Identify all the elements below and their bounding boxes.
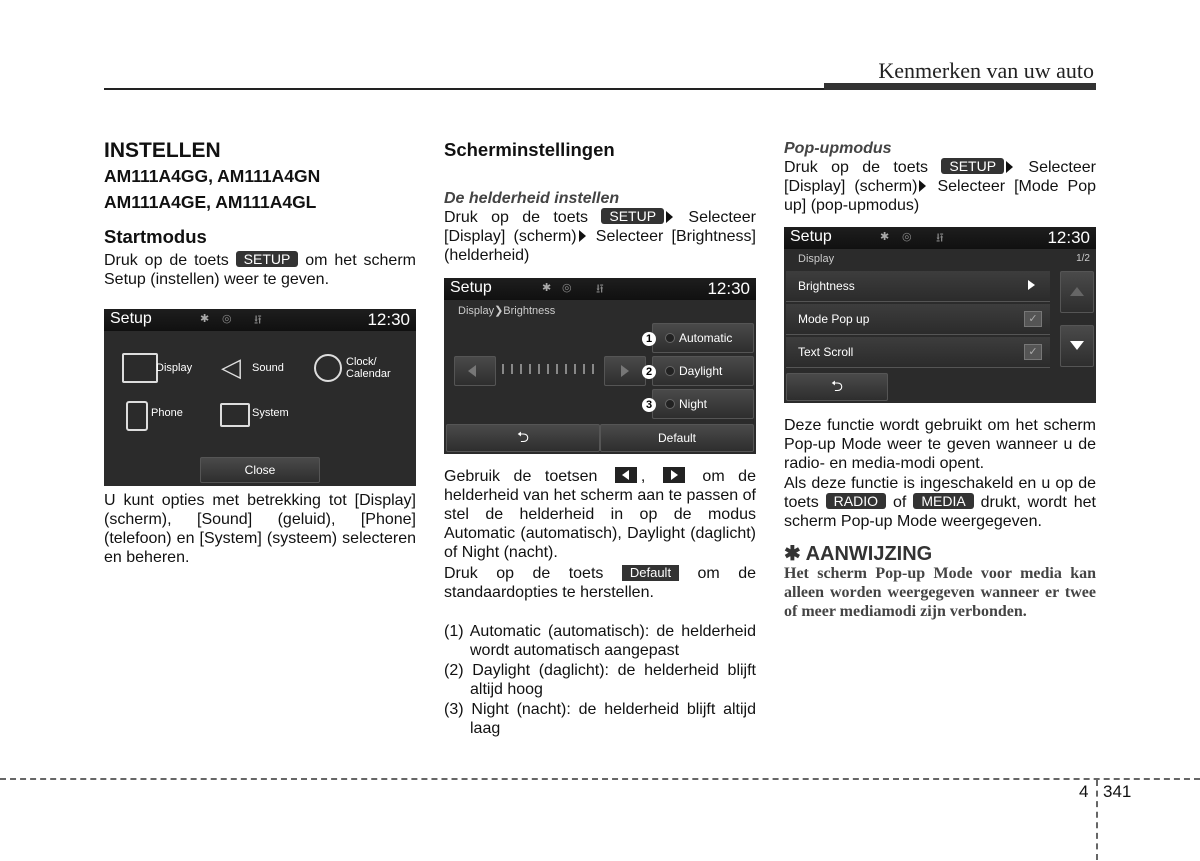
column-3: [784, 139, 1096, 215]
brightness-list: [444, 622, 756, 738]
option-label: Daylight: [679, 364, 723, 378]
brightness-up-button[interactable]: [604, 356, 646, 386]
header-bar: [824, 83, 1096, 90]
menu-display[interactable]: Display: [156, 362, 193, 374]
default-text: [444, 564, 756, 602]
clock-time: 12:30: [367, 310, 410, 329]
arrow-icon: [1006, 161, 1013, 173]
option-daylight[interactable]: [652, 356, 754, 386]
radio-key-badge: RADIO: [826, 493, 886, 509]
disc-icon: ◎: [222, 313, 232, 325]
text: Druk op de toets: [784, 159, 929, 176]
startmodus-text: [104, 251, 416, 289]
text: Selecteer [Mode Pop up] (pop-upmodus): [784, 178, 1096, 214]
disc-icon: ◎: [902, 231, 912, 243]
scroll-up-button[interactable]: [1060, 271, 1094, 313]
options-text: U kunt opties met betrekking tot [Display] (scherm), [Sound] (geluid), [Phone] (telefoon) en [System] (systeem) selecteren en beheren.: [104, 492, 416, 566]
left-arrow-icon: [468, 365, 476, 377]
row-label: Text Scroll: [798, 345, 854, 359]
back-button[interactable]: ⮌: [446, 424, 600, 452]
usb-icon: ⭿: [596, 282, 604, 296]
default-button[interactable]: Default: [600, 424, 754, 452]
status-bar: [104, 309, 416, 331]
pager: 1/2: [1076, 253, 1090, 264]
helderheid-instructions: [444, 208, 756, 265]
text: Druk op de toets: [444, 565, 604, 582]
status-bar: [444, 278, 756, 300]
text: of: [893, 494, 907, 511]
text: Gebruik de toetsen: [444, 468, 598, 485]
chevron-right-icon: [1028, 280, 1035, 290]
section-heading: INSTELLEN: [104, 139, 221, 162]
close-button[interactable]: Close: [200, 457, 320, 483]
row-label: Brightness: [798, 279, 855, 293]
note-heading: ✱ AANWIJZING: [784, 543, 933, 565]
column-3-body: [784, 416, 1096, 621]
screen-title: Setup: [450, 279, 492, 296]
chapter-number: 4: [1079, 782, 1089, 801]
clock-time: 12:30: [707, 279, 750, 298]
text: Selecteer [Brightness] (helderheid): [444, 228, 756, 264]
page-number: 341: [1103, 782, 1132, 801]
row-mode-pop-up[interactable]: [786, 304, 1050, 335]
header-rule: [104, 88, 824, 90]
footer-rule: [0, 778, 1200, 780]
subheading-helderheid: De helderheid instellen: [444, 190, 620, 207]
models-line-2: AM111A4GE, AM111A4GL: [104, 192, 317, 212]
list-item: (3) Night (nacht): de helderheid blijft altijd laag: [444, 701, 756, 737]
menu-sound[interactable]: Sound: [252, 362, 284, 374]
arrow-icon: [579, 230, 586, 242]
phone-icon: [126, 401, 148, 431]
note-body: Het scherm Pop-up Mode voor media kan alleen worden weergegeven wanneer er twee of meer mediamodi zijn verbonden.: [784, 565, 1096, 620]
option-night[interactable]: [652, 389, 754, 419]
text: Selecteer [Display] (scherm): [784, 159, 1096, 195]
option-label: Night: [679, 397, 708, 411]
arrow-icon: [919, 180, 926, 192]
row-brightness[interactable]: [786, 271, 1050, 302]
screen-title: Setup: [110, 310, 152, 327]
right-arrow-icon: [621, 365, 629, 377]
text: om de standaardopties te herstellen.: [444, 565, 756, 601]
menu-system[interactable]: System: [252, 407, 289, 419]
text: Druk op de toets: [444, 209, 589, 226]
section-heading-scherm: Scherminstellingen: [444, 139, 615, 160]
list-item: (2) Daylight (daglicht): de helderheid blijft altijd hoog: [444, 662, 756, 698]
text: Als deze functie is ingeschakeld en u op de toets: [784, 475, 1096, 511]
models-line-1: AM111A4GG, AM111A4GN: [104, 166, 321, 186]
section-label: Display: [798, 253, 835, 265]
footer-divider: [1096, 780, 1098, 860]
scroll-down-button[interactable]: [1060, 325, 1094, 367]
column-2-body: [444, 467, 756, 739]
back-button[interactable]: ⮌: [786, 373, 888, 401]
clock-icon: [314, 354, 342, 382]
callout-2: 2: [642, 365, 656, 379]
breadcrumb: Display❯Brightness: [458, 305, 556, 317]
row-label: Mode Pop up: [798, 312, 870, 326]
setup-key-badge: SETUP: [941, 158, 1004, 174]
column-1: [104, 139, 416, 289]
screen-title: Setup: [790, 228, 832, 245]
callout-3: 3: [642, 398, 656, 412]
status-bar: [784, 227, 1096, 249]
text: drukt, wordt het scherm Pop-up Mode weergegeven.: [784, 494, 1096, 530]
text: om het scherm Setup (instellen) weer te geven.: [104, 252, 416, 288]
setup-key-badge: SETUP: [601, 208, 664, 224]
bluetooth-icon: ✱: [542, 282, 552, 294]
right-key-icon: [663, 467, 685, 483]
media-key-badge: MEDIA: [913, 493, 973, 509]
brightness-down-button[interactable]: [454, 356, 496, 386]
disc-icon: ◎: [562, 282, 572, 294]
subheading-popup: Pop-upmodus: [784, 140, 892, 157]
popup-instructions: [784, 158, 1096, 215]
subheading-startmodus: Startmodus: [104, 226, 207, 247]
bluetooth-icon: ✱: [200, 313, 210, 325]
menu-clock-calendar[interactable]: Clock/ Calendar: [346, 356, 391, 380]
callout-1: 1: [642, 332, 656, 346]
setup-key-badge: SETUP: [236, 251, 299, 267]
usb-icon: ⭿: [936, 231, 944, 245]
list-item: (1) Automatic (automatisch): de helderheid wordt automatisch aangepast: [444, 623, 756, 659]
up-arrow-icon: [1070, 287, 1084, 296]
arrow-icon: [666, 211, 673, 223]
display-settings-screen: [784, 227, 1096, 403]
usb-icon: ⭿: [254, 313, 262, 327]
setup-screen-home: [104, 309, 416, 486]
running-header: Kenmerken van uw auto: [878, 58, 1094, 83]
brightness-adjust-text: [444, 467, 756, 562]
checkbox-icon[interactable]: ✓: [1024, 344, 1042, 360]
column-2: [444, 139, 756, 265]
brightness-slider[interactable]: [502, 364, 598, 374]
text: Selecteer [Display] (scherm): [444, 209, 756, 245]
bluetooth-icon: ✱: [880, 231, 890, 243]
option-automatic[interactable]: [652, 323, 754, 353]
speaker-icon: ◁: [221, 352, 241, 382]
left-key-icon: [615, 467, 637, 483]
down-arrow-icon: [1070, 341, 1084, 350]
clock-time: 12:30: [1047, 228, 1090, 247]
brightness-screen: [444, 278, 756, 454]
popup-activation-text: [784, 474, 1096, 531]
popup-description: Deze functie wordt gebruikt om het scherm Pop-up Mode weer te geven wanneer u de radio- en media-modi opent.: [784, 417, 1096, 472]
text: om de helderheid van het scherm aan te passen of stel de helderheid in op de modus Automatic (automatisch), Daylight (daglicht) of Night (nacht).: [444, 468, 756, 561]
checkbox-icon[interactable]: ✓: [1024, 311, 1042, 327]
row-text-scroll[interactable]: [786, 337, 1050, 368]
system-gear-icon: [220, 403, 250, 427]
option-label: Automatic: [679, 331, 733, 345]
text: ,: [640, 468, 646, 485]
display-icon: [122, 353, 158, 383]
text: Druk op de toets: [104, 252, 229, 269]
menu-phone[interactable]: Phone: [151, 407, 183, 419]
default-key-badge: Default: [622, 565, 679, 581]
